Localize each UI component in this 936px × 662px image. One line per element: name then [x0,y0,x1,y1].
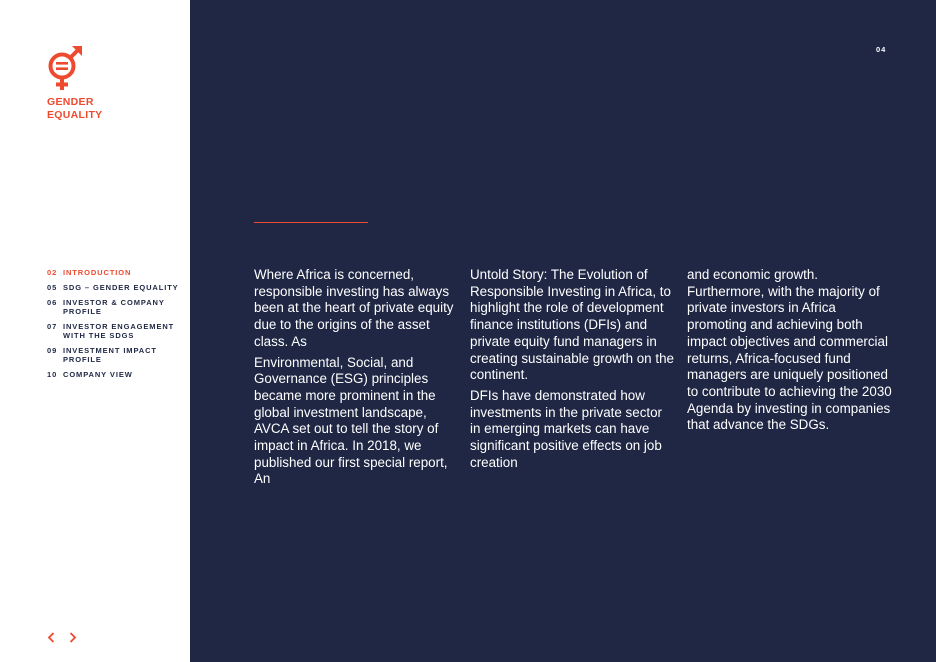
toc-item-company-view[interactable] [47,370,183,379]
paragraph: Environmental, Social, and Governance (ESG) principles became more prominent in the global investment landscape, AVCA set out to tell the story of impact in Africa. In 2018, we published our first special report, An [254,354,448,487]
text-column-1 [254,267,459,492]
chevron-right-icon [69,632,77,643]
page-number: 04 [876,45,887,54]
toc-item-number: 02 [47,268,58,277]
toc-item-number: 06 [47,298,58,307]
page-navigation [44,630,80,644]
toc-item-label: INTRODUCTION [63,268,132,277]
paragraph: Untold Story: The Evolution of Responsible Investing in Africa, to highlight the role of development finance institutions (DFIs) and private equity fund managers in creating sustainable growth on the continent. [470,267,674,383]
toc-item-label: INVESTMENT IMPACT PROFILE [63,346,157,364]
toc-item-number: 10 [47,370,58,379]
next-page-button[interactable] [66,630,80,644]
toc-item-label: INVESTOR & COMPANY PROFILE [63,298,165,316]
toc-item-label: SDG – GENDER EQUALITY [63,283,179,292]
toc-item-investor-company-profile[interactable] [47,298,183,316]
logo-label-line1: GENDER [47,96,94,108]
prev-page-button[interactable] [44,630,58,644]
gender-equality-icon [46,44,86,92]
toc-item-investor-engagement-with-the-sdgs[interactable] [47,322,183,340]
toc-item-introduction[interactable] [47,268,183,277]
paragraph: DFIs have demonstrated how investments in the private sector in emerging markets can have significant positive effects on job creation [470,387,663,470]
logo-label-line2: EQUALITY [47,109,103,121]
paragraph: and economic growth. Furthermore, with the majority of private investors in Africa promoting and achieving both impact objectives and commercial returns, Africa-focused fund managers are uniquely positioned to contribute to achieving the 2030 Agenda by investing in companies that advance the SDGs. [687,267,892,433]
toc-item-label: COMPANY VIEW [63,370,133,379]
toc-item-label: INVESTOR ENGAGEMENT WITH THE SDGS [63,322,175,340]
toc-item-number: 09 [47,346,58,355]
table-of-contents [47,268,183,385]
toc-item-investment-impact-profile[interactable] [47,346,183,364]
toc-item-number: 05 [47,283,58,292]
logo-label [47,96,102,122]
chevron-left-icon [47,632,55,643]
accent-divider [254,222,368,223]
toc-item-number: 07 [47,322,58,331]
text-column-3 [687,267,892,438]
sidebar [0,0,190,662]
paragraph: Where Africa is concerned, responsible investing has always been at the heart of private equity due to the origins of the asset class. As [254,267,454,349]
text-column-2 [470,267,675,475]
toc-item-sdg-gender-equality[interactable] [47,283,183,292]
